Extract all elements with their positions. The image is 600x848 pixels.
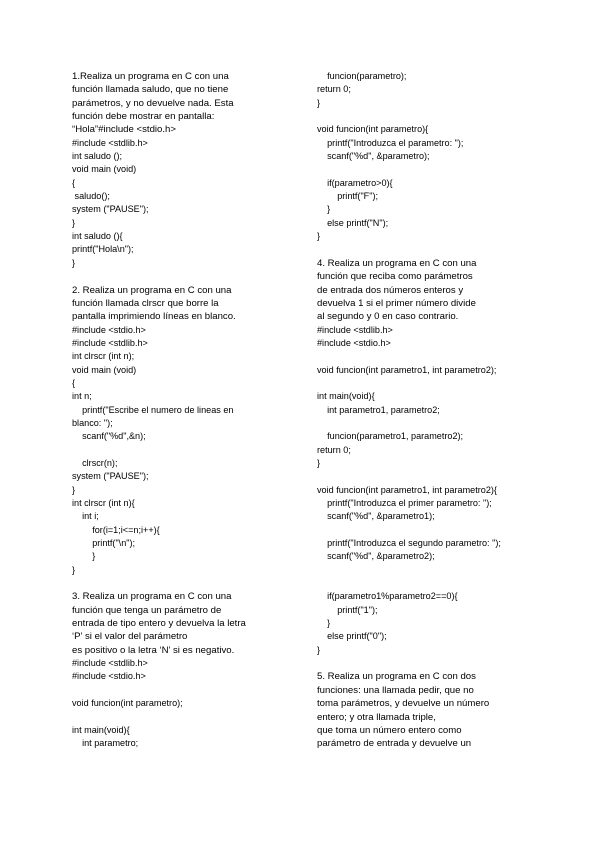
code-line: int saludo (); <box>72 151 123 162</box>
code-line: int n; <box>72 391 92 402</box>
code-line: blanco: "); <box>72 417 113 428</box>
text-line: toma parámetros, y devuelve un número <box>317 698 490 710</box>
text-line: “Hola”#include <stdio.h> <box>72 124 176 136</box>
code-line: for(i=1;i<=n;i++){ <box>72 524 160 535</box>
code-line: printf("F"); <box>317 191 379 202</box>
text-line: al segundo y 0 en caso contrario. <box>317 311 459 323</box>
code-line: printf("Hola\n"); <box>72 244 134 255</box>
code-line: void funcion(int parametro1, int parametro2); <box>317 364 497 375</box>
code-line: #include <stdio.h> <box>72 671 146 682</box>
text-line: 3. Realiza un programa en C con una <box>72 591 232 603</box>
code-line: printf("Escribe el numero de lineas en <box>72 404 234 415</box>
text-line: parámetros, y no devuelve nada. Esta <box>72 97 234 109</box>
code-line: } <box>317 231 321 242</box>
code-line: else printf("0"); <box>317 631 387 642</box>
code-line: clrscr(n); <box>72 457 118 468</box>
text-line: ‘P’ si el valor del parámetro <box>72 631 188 643</box>
text-line: entero; y otra llamada triple, <box>317 711 436 723</box>
code-line: } <box>72 257 76 268</box>
text-line: 4. Realiza un programa en C con una <box>317 257 477 269</box>
text-line: 2. Realiza un programa en C con una <box>72 284 232 296</box>
code-line: if(parametro>0){ <box>317 177 393 188</box>
code-line: scanf("%d", &parametro1); <box>317 511 435 522</box>
code-line: #include <stdio.h> <box>317 337 391 348</box>
code-line: system ("PAUSE"); <box>72 204 149 215</box>
text-line: función que tenga un parámetro de <box>72 604 222 616</box>
code-line: int i; <box>72 511 99 522</box>
code-line: void main (void) <box>72 364 137 375</box>
code-line: saludo(); <box>72 191 110 202</box>
code-line: int main(void){ <box>317 391 375 402</box>
code-line: scanf("%d", &parametro); <box>317 151 430 162</box>
blank-line <box>317 577 532 590</box>
text-line: función llamada clrscr que borre la <box>72 297 219 309</box>
code-line: int parametro1, parametro2; <box>317 404 440 415</box>
left-column <box>72 70 272 751</box>
blank-line <box>317 417 532 430</box>
text-line: pantalla imprimiendo líneas en blanco. <box>72 311 236 323</box>
code-line: } <box>72 484 76 495</box>
code-line: } <box>317 457 321 468</box>
code-line: void main (void) <box>72 164 137 175</box>
code-line: #include <stdlib.h> <box>317 324 393 335</box>
text-line: función que reciba como parámetros <box>317 271 473 283</box>
code-line: int main(void){ <box>72 724 130 735</box>
code-line: } <box>317 97 321 108</box>
code-line: #include <stdio.h> <box>72 324 146 335</box>
text-line: parámetro de entrada y devuelve un <box>317 738 472 750</box>
blank-line <box>72 711 272 724</box>
text-line: que toma un número entero como <box>317 724 462 736</box>
code-line: } <box>72 564 76 575</box>
code-line: void funcion(int parametro){ <box>317 124 429 135</box>
code-line: } <box>317 618 331 629</box>
code-line: printf("1"); <box>317 604 378 615</box>
code-line: } <box>72 551 96 562</box>
text-line: funciones: una llamada pedir, que no <box>317 684 474 696</box>
code-line: system ("PAUSE"); <box>72 471 149 482</box>
blank-line <box>317 163 532 176</box>
text-line: de entrada dos números enteros y <box>317 284 464 296</box>
text-line: entrada de tipo entero y devuelva la letra <box>72 618 246 630</box>
code-line: #include <stdlib.h> <box>72 658 148 669</box>
code-line: if(parametro1%parametro2==0){ <box>317 591 458 602</box>
code-line: int clrscr (int n); <box>72 351 135 362</box>
code-line: printf("Introduzca el parametro: "); <box>317 137 464 148</box>
code-line: printf("Introduzca el primer parametro: "); <box>317 498 492 508</box>
text-line: devuelva 1 si el primer número divide <box>317 297 476 309</box>
text-line: 5. Realiza un programa en C con dos <box>317 671 476 683</box>
blank-line <box>317 470 532 483</box>
code-line: printf("Introduzca el segundo parametro: "); <box>317 538 501 549</box>
blank-line <box>317 350 532 363</box>
blank-line <box>317 243 532 256</box>
blank-line <box>317 377 532 390</box>
code-line: funcion(parametro1, parametro2); <box>317 431 464 442</box>
right-column <box>317 70 532 751</box>
text-line: es positivo o la letra ‘N’ si es negativo. <box>72 644 235 656</box>
code-line: printf("\n"); <box>72 538 136 549</box>
code-line: void funcion(int parametro1, int parametro2){ <box>317 484 497 495</box>
blank-line <box>72 270 272 283</box>
code-line: scanf("%d",&n); <box>72 431 146 442</box>
text-line: 1.Realiza un programa en C con una <box>72 71 229 82</box>
code-line: else printf("N"); <box>317 217 389 228</box>
blank-line <box>72 577 272 590</box>
code-line: #include <stdlib.h> <box>72 137 148 148</box>
code-line: } <box>317 204 331 215</box>
code-line: { <box>72 177 76 188</box>
code-line: return 0; <box>317 444 351 455</box>
code-line: void funcion(int parametro); <box>72 698 183 709</box>
text-line: función llamada saludo, que no tiene <box>72 84 229 96</box>
code-line: { <box>72 377 76 388</box>
code-line: funcion(parametro); <box>317 71 407 81</box>
blank-line <box>317 657 532 670</box>
code-line: int parametro; <box>72 738 139 749</box>
text-line: función debe mostrar en pantalla: <box>72 111 215 123</box>
code-line: return 0; <box>317 84 351 95</box>
blank-line <box>317 110 532 123</box>
code-line: } <box>72 217 76 228</box>
code-line: scanf("%d", &parametro2); <box>317 551 435 562</box>
blank-line <box>72 444 272 457</box>
blank-line <box>72 684 272 697</box>
code-line: int saludo (){ <box>72 231 123 242</box>
blank-line <box>317 524 532 537</box>
code-line: #include <stdlib.h> <box>72 337 148 348</box>
code-line: int clrscr (int n){ <box>72 498 135 508</box>
blank-line <box>317 564 532 577</box>
code-line: } <box>317 644 321 655</box>
